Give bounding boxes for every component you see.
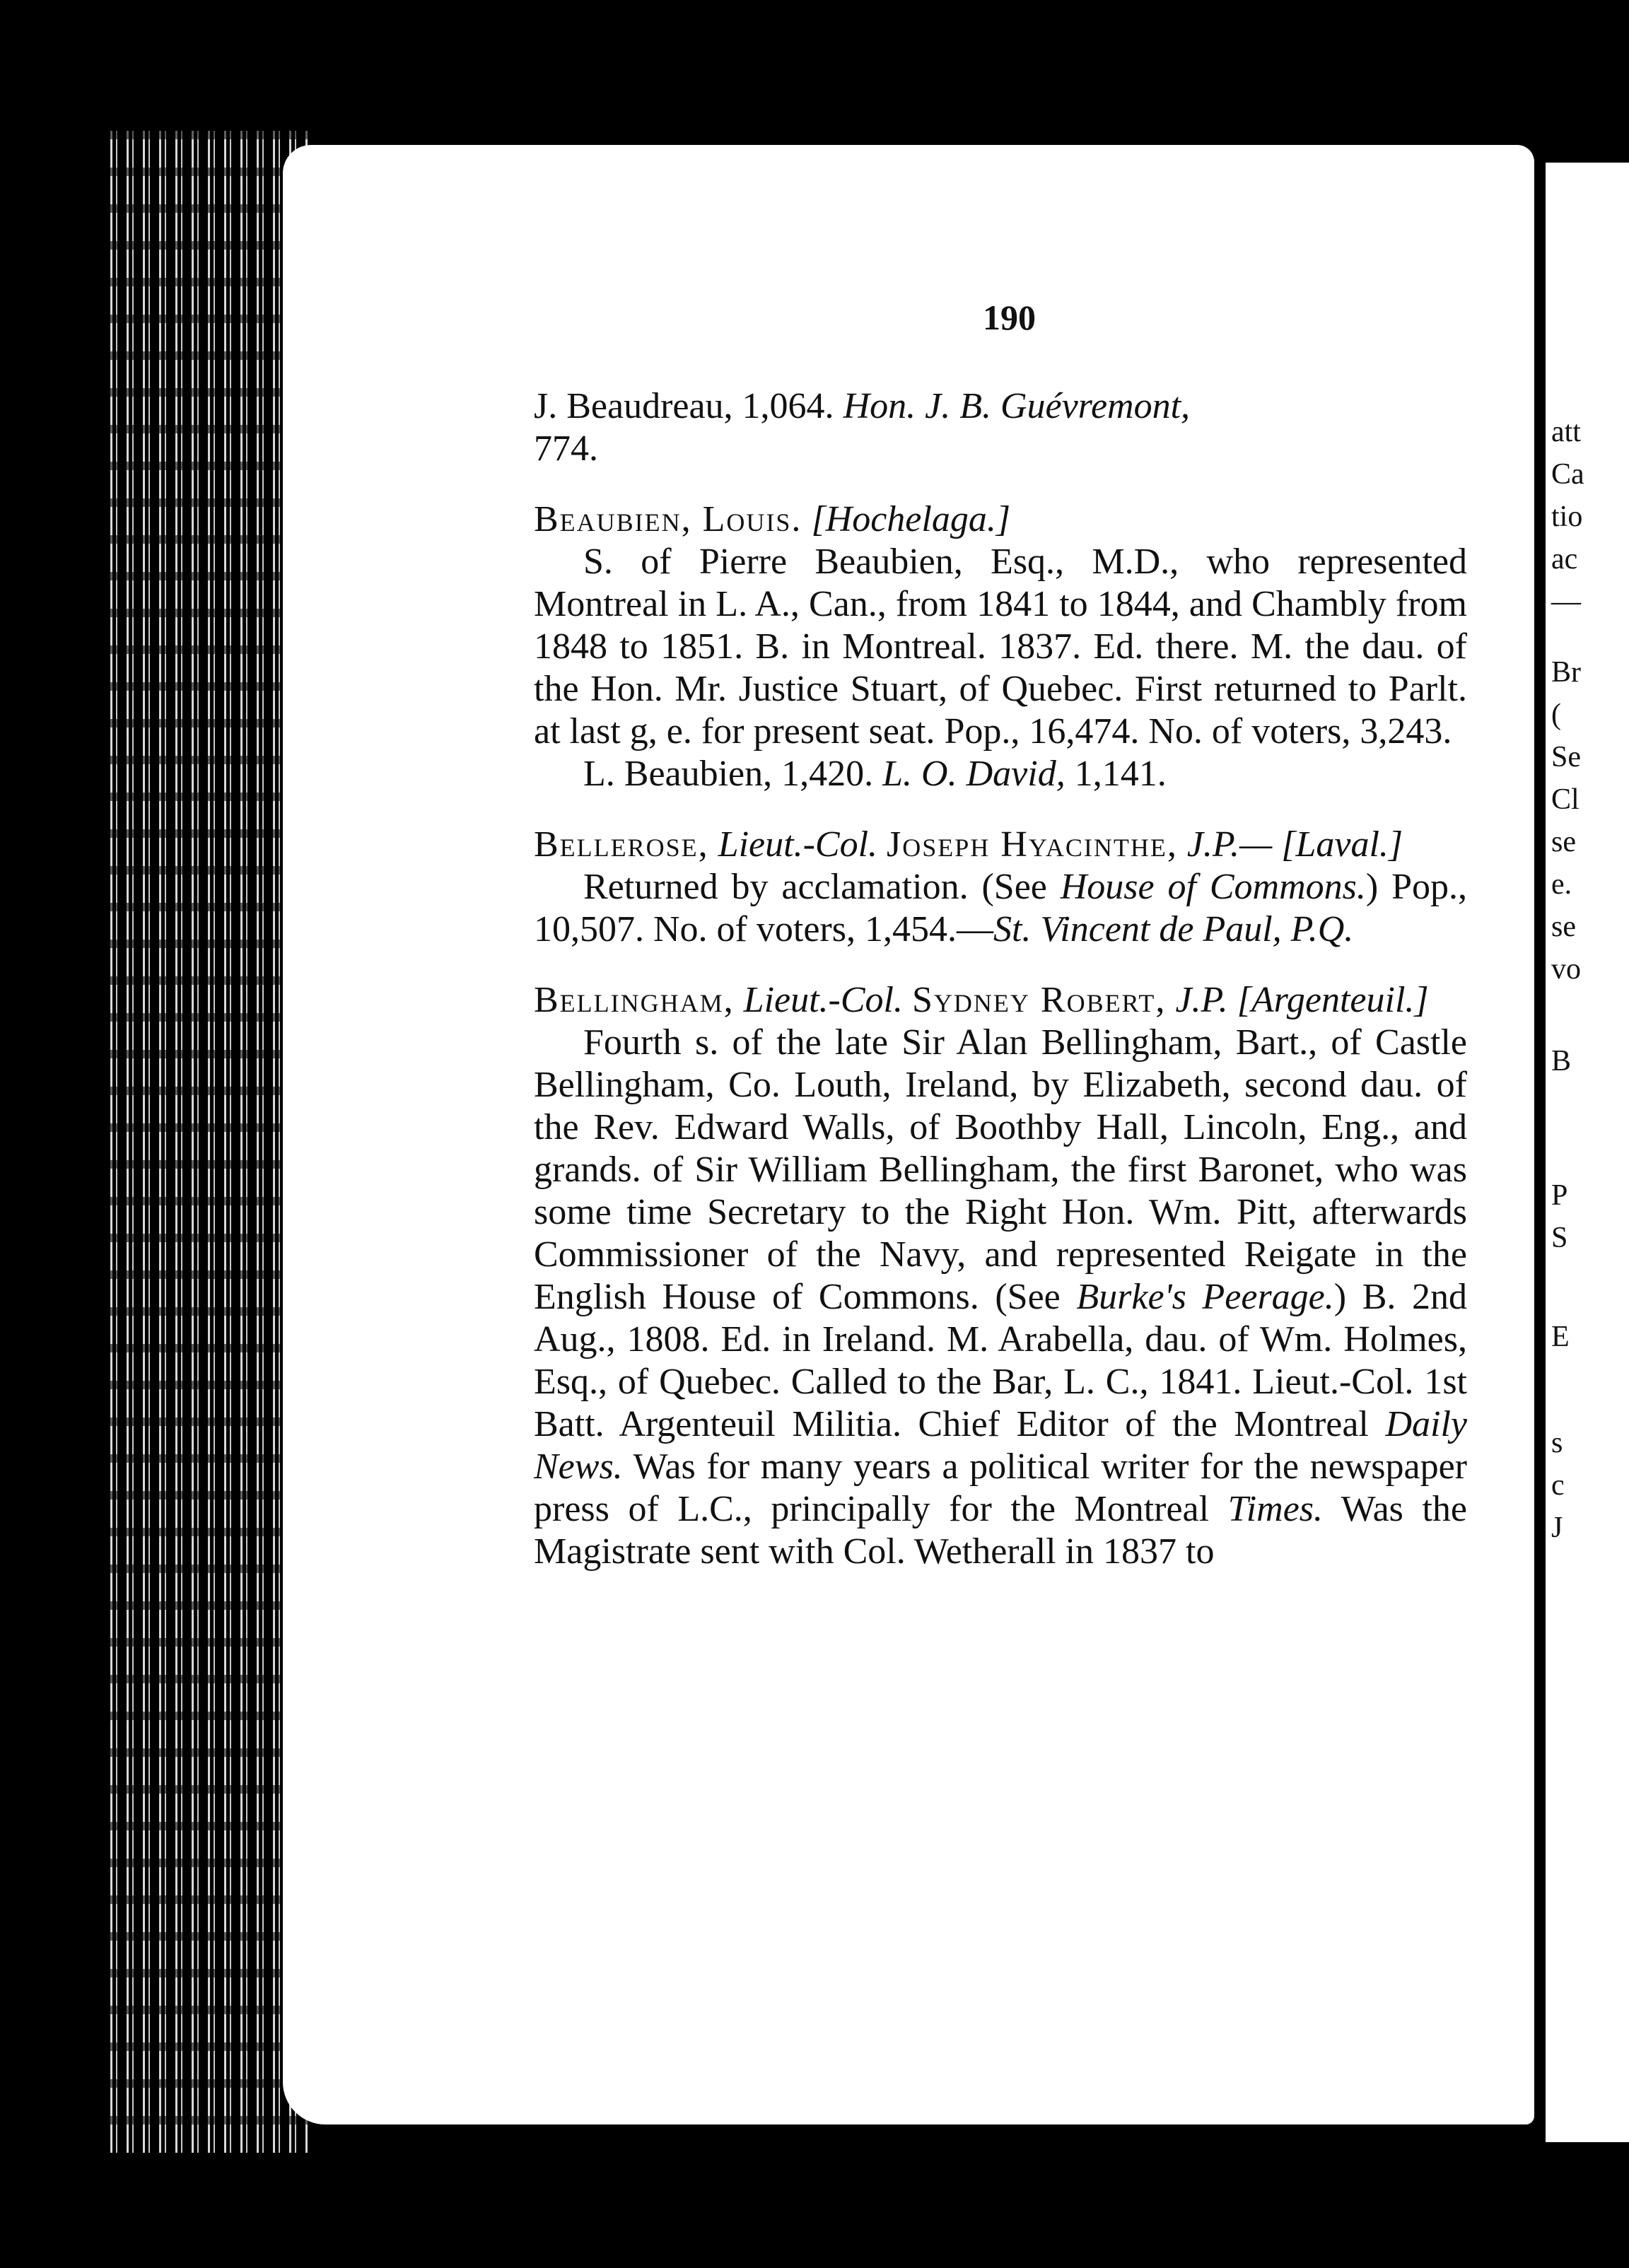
facing-fragment: c (1551, 1469, 1565, 1502)
facing-fragment: s (1551, 1427, 1563, 1459)
facing-fragment: se (1551, 911, 1576, 943)
entry-bellerose (534, 824, 1467, 951)
facing-page-strip (1541, 163, 1629, 2142)
facing-fragment: att (1551, 416, 1581, 448)
facing-fragment: Ca (1551, 458, 1584, 491)
entry-body: Returned by acclamation. (See House of Commons.) Pop., 10,507. No. of voters, 1,454.—St. Vincent de Paul, P.Q. (534, 867, 1467, 949)
entry-heading: Bellerose, Lieut.-Col. Joseph Hyacinthe, J.P.— [Laval.] (534, 824, 1403, 865)
facing-fragment: Cl (1551, 783, 1580, 816)
facing-fragment: tio (1551, 501, 1583, 533)
entry-body: S. of Pierre Beaubien, Esq., M.D., who represented Montreal in L. A., Can., from 1841 to 1844, and Chambly from 1848 to 1851. B. in Montreal. 1837. Ed. there. M. the dau. of the Hon. Mr. Justice Stuart, of Quebec. First returned to Parlt. at last g, e. for present seat. Pop., 16,474. No. of voters, 3,243. (534, 542, 1467, 752)
facing-fragment: e. (1551, 868, 1572, 901)
entry-beaubien (534, 498, 1467, 795)
page-text (534, 385, 1467, 1573)
facing-fragment: — (1551, 585, 1581, 618)
entry-heading: Beaubien, Louis. [Hochelaga.] (534, 499, 1011, 539)
book-page-edges (106, 131, 311, 2153)
facing-fragment: ( (1551, 698, 1561, 731)
facing-fragment: se (1551, 826, 1576, 858)
facing-fragment: B (1551, 1045, 1572, 1077)
continuation-line: 774. (534, 428, 598, 469)
page-number: 190 (983, 298, 1036, 337)
facing-fragment: S (1551, 1222, 1568, 1254)
facing-fragment: ac (1551, 543, 1578, 575)
entry-body: Fourth s. of the late Sir Alan Bellingham, Bart., of Castle Bellingham, Co. Louth, Ireland, by Elizabeth, second dau. of the Rev. Edward Walls, of Boothby Hall, Lincoln, Eng., and grands. of Sir William Bellingham, the first Baronet, who was some time Secretary to the Right Hon. Wm. Pitt, afterwards Commissioner of the Navy, and represented Reigate in the English House of Commons. (See Burke's Peerage.) B. 2nd Aug., 1808. Ed. in Ireland. M. Arabella, dau. of Wm. Holmes, Esq., of Quebec. Called to the Bar, L. C., 1841. Lieut.-Col. 1st Batt. Argenteuil Militia. Chief Editor of the Montreal Daily News. Was for many years a political writer for the newspaper press of L.C., principally for the Montreal Times. Was the Magistrate sent with Col. Wetherall in 1837 to (534, 1022, 1467, 1572)
election-result: L. Beaubien, 1,420. L. O. David, 1,141. (583, 754, 1167, 794)
continuation-line: J. Beaudreau, 1,064. Hon. J. B. Guévremont, (534, 386, 1191, 426)
facing-fragment: E (1551, 1321, 1570, 1353)
facing-fragment: vo (1551, 953, 1581, 986)
entry-heading: Bellingham, Lieut.-Col. Sydney Robert, J.P. [Argenteuil.] (534, 980, 1429, 1020)
facing-fragment: J (1551, 1512, 1563, 1544)
facing-fragment: Br (1551, 656, 1581, 689)
entry-bellingham (534, 979, 1467, 1573)
facing-fragment: P (1551, 1179, 1568, 1212)
facing-fragment: Se (1551, 741, 1581, 773)
